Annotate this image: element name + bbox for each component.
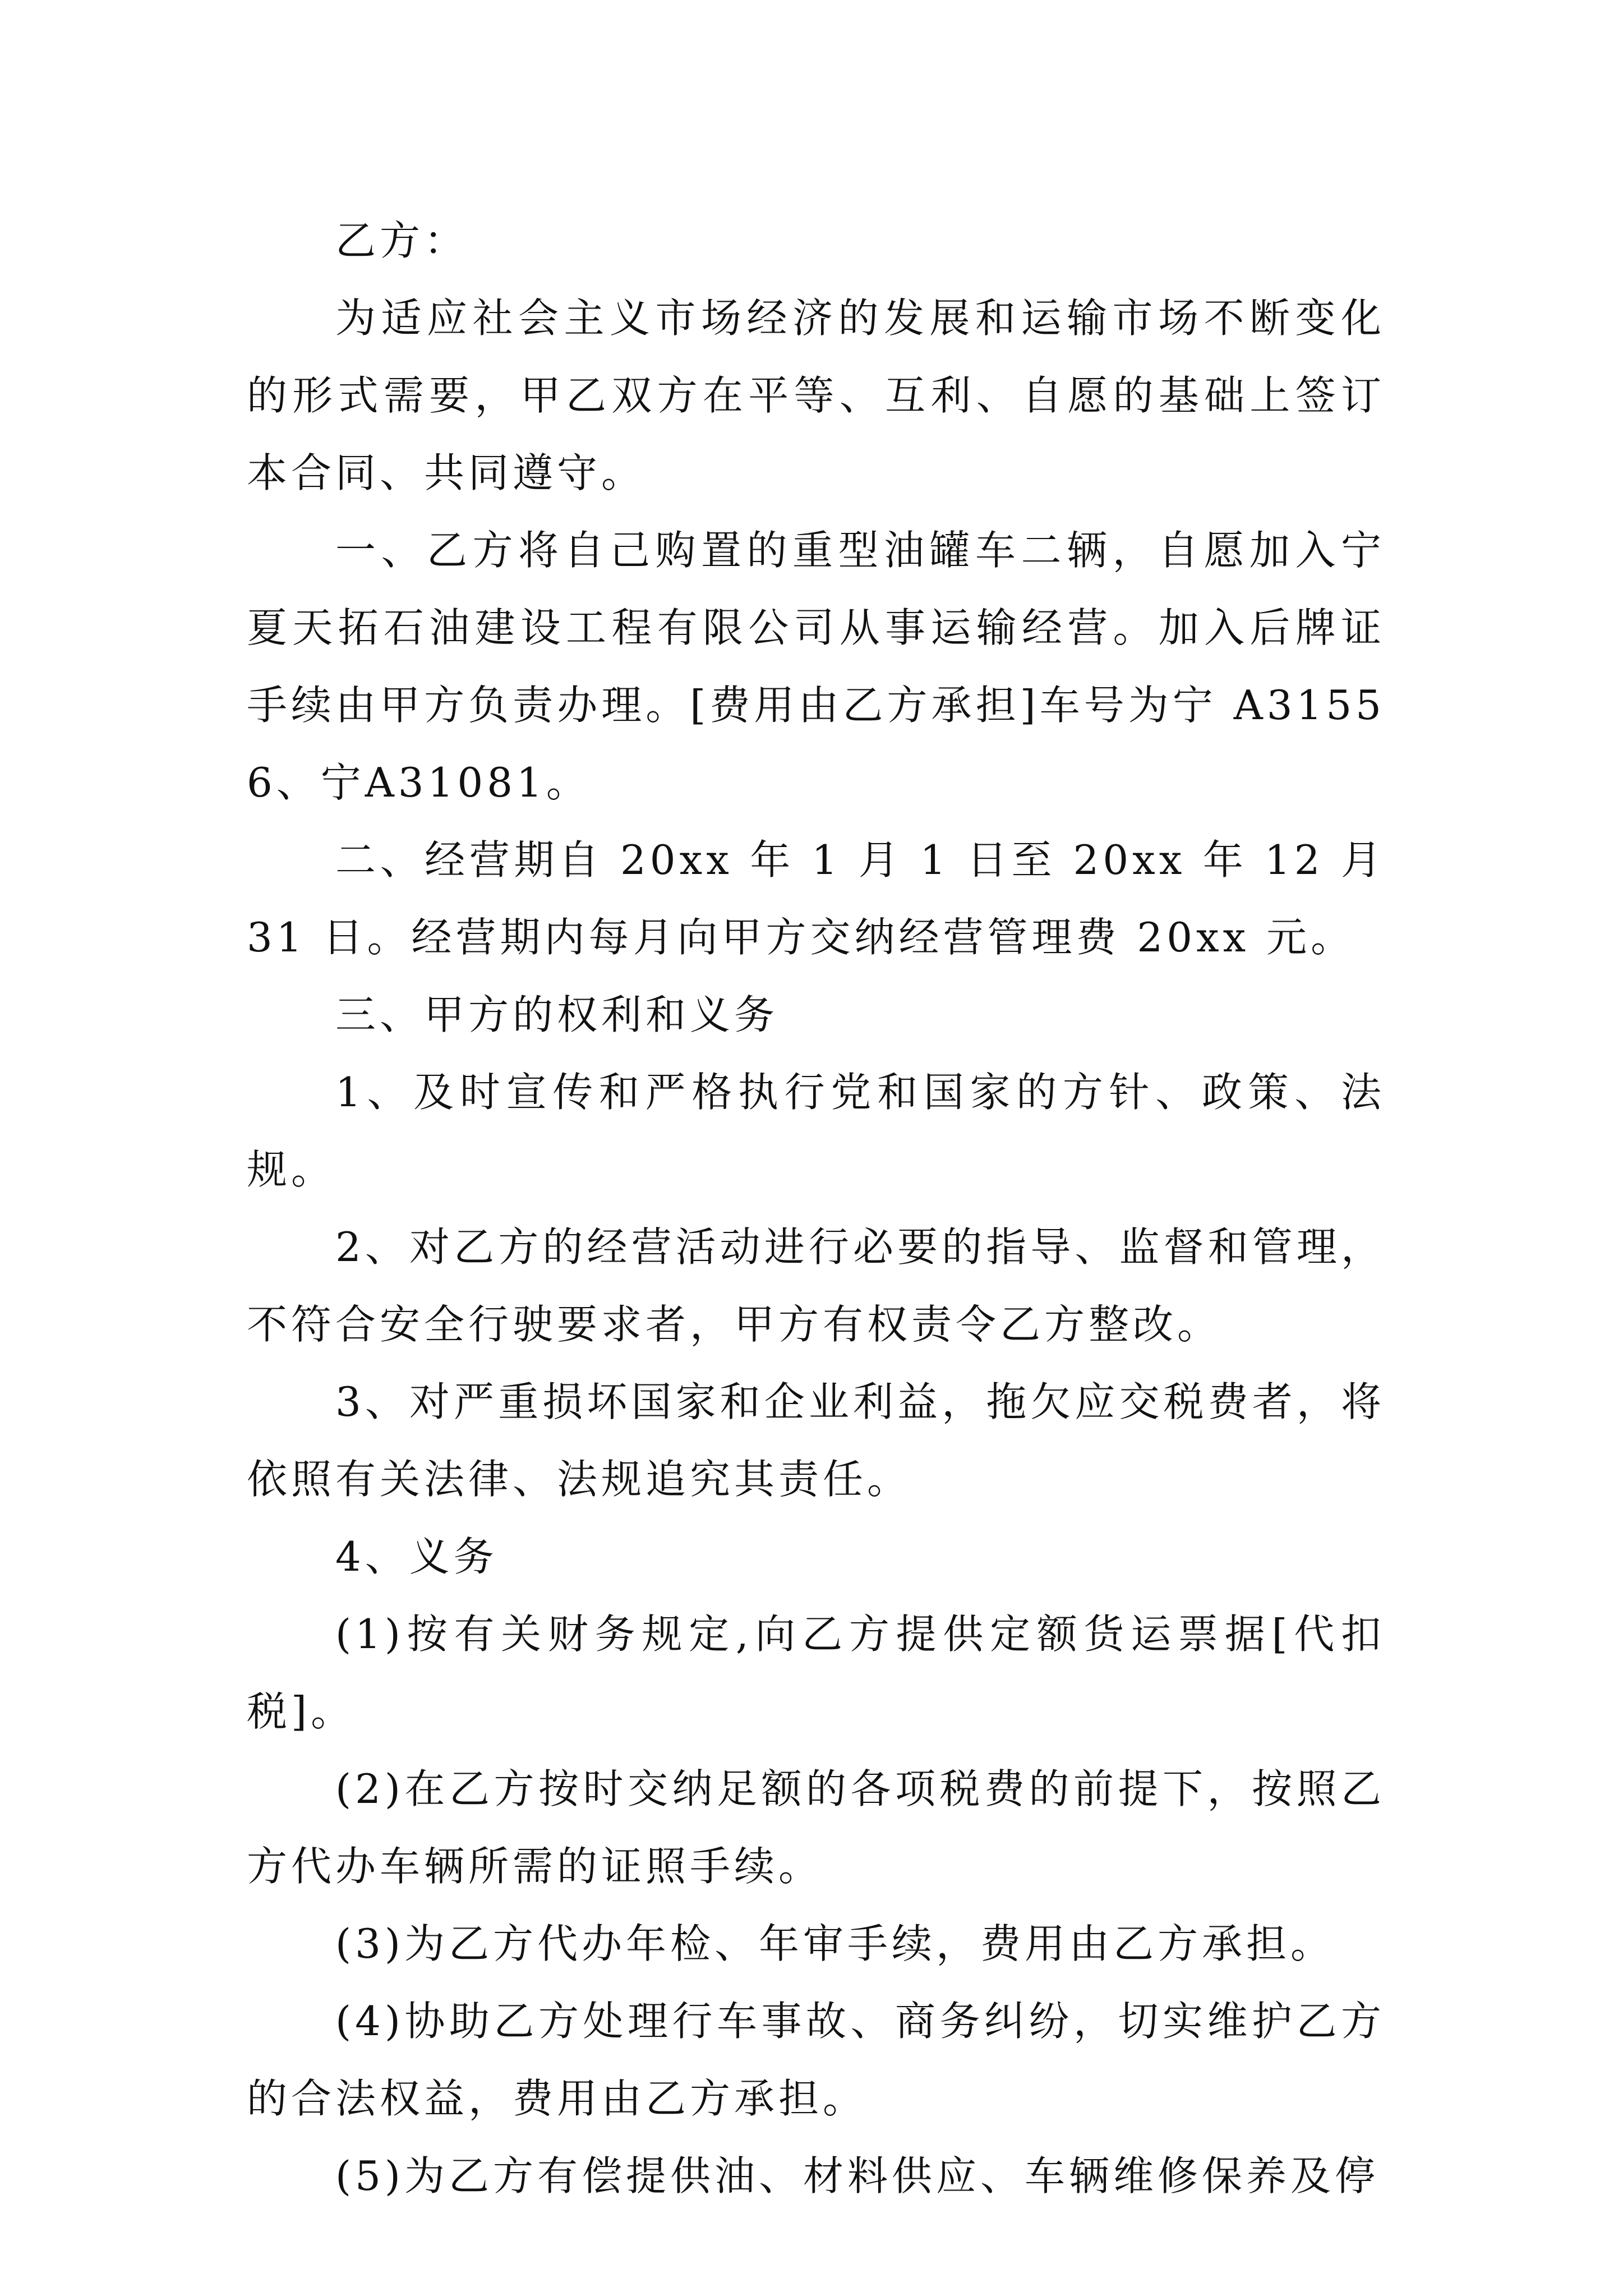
preamble-paragraph: 为适应社会主义市场经济的发展和运输市场不断变化的形式需要，甲乙双方在平等、互利、自愿的基础上签订本合同、共同遵守。: [247, 295, 1385, 496]
obligation-5: (5)为乙方有偿提供油、材料供应、车辆维修保养及停: [335, 2152, 1379, 2200]
obligation-2: (2)在乙方按时交纳足额的各项税费的前提下，按照乙方代办车辆所需的证照手续。: [247, 1765, 1385, 1890]
clause-3-heading: 三、甲方的权利和义务: [335, 991, 779, 1038]
obligation-3: (3)为乙方代办年检、年审手续，费用由乙方承担。: [335, 1920, 1335, 1967]
clause-1-paragraph: 一、乙方将自己购置的重型油罐车二辆，自愿加入宁夏天拓石油建设工程有限公司从事运输经营。加入后牌证手续由甲方负责办理。[费用由乙方承担]车号为宁 A31556、宁A31081。: [247, 527, 1385, 806]
party-b-label: 乙方：: [335, 217, 469, 264]
clause-3-item-3: 3、对严重损坏国家和企业利益，拖欠应交税费者，将依照有关法律、法规追究其责任。: [247, 1378, 1385, 1503]
clause-3-item-1: 1、及时宣传和严格执行党和国家的方针、政策、法规。: [247, 1069, 1385, 1193]
clause-3-item-4-heading: 4、义务: [335, 1533, 498, 1580]
document-body: [247, 202, 1385, 2215]
clause-3-item-2: 2、对乙方的经营活动进行必要的指导、监督和管理，不符合安全行驶要求者，甲方有权责令乙方整改。: [247, 1223, 1385, 1348]
obligation-1: (1)按有关财务规定,向乙方提供定额货运票据[代扣税]。: [247, 1611, 1385, 1735]
clause-2-paragraph: 二、经营期自 20xx 年 1 月 1 日至 20xx 年 12 月 31 日。经营期内每月向甲方交纳经营管理费 20xx 元。: [247, 836, 1385, 961]
obligation-4: (4)协助乙方处理行车事故、商务纠纷，切实维护乙方的合法权益，费用由乙方承担。: [247, 1998, 1385, 2122]
